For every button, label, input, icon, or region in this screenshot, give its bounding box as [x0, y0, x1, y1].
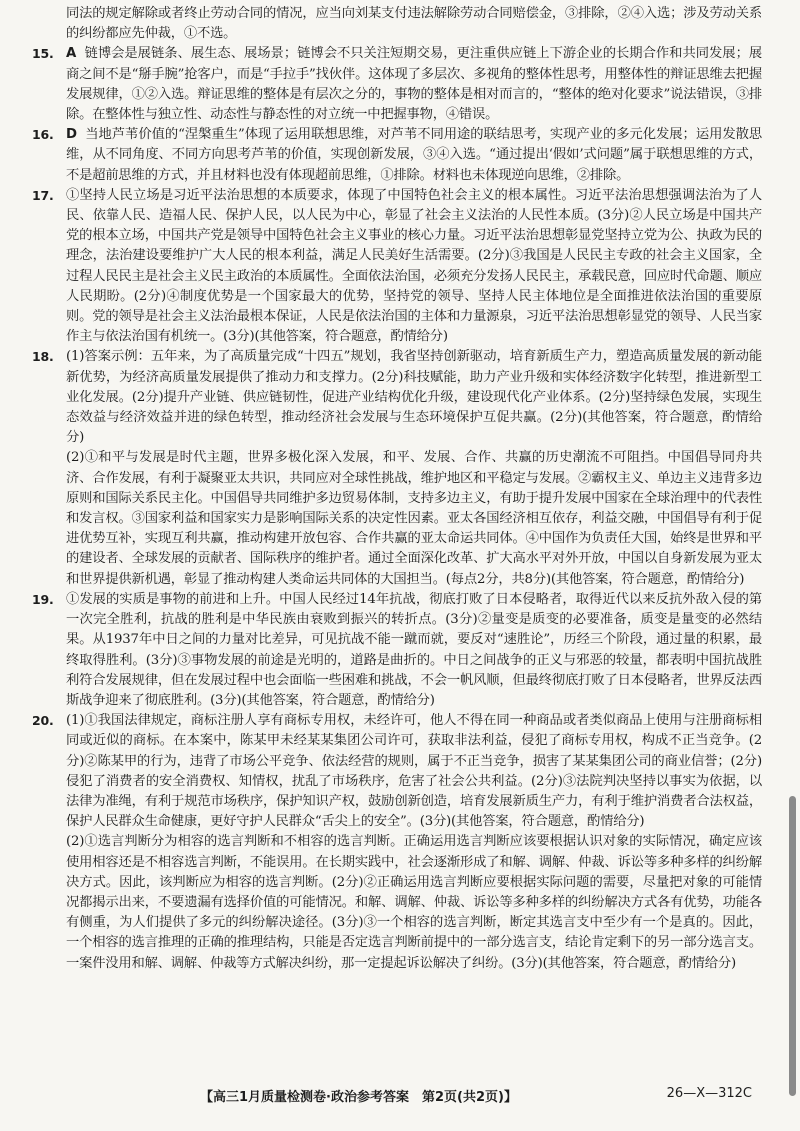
- answer-explanation: 当地芦苇价值的“涅槃重生”体现了运用联想思维，对芦苇不同用途的联结思考，实现产业的多元化发展；运用发散思维，从不同角度、不同方向思考芦苇的价值，实现创新发展，③④入选。“通过提出‘假如’式问题”属于联想思维的方式，不是超前思维的方式，并且材料也没有体现超前思维，①排除。材料也未体现逆向思维，②排除。: [66, 127, 762, 183]
- answer-part-1: (1)答案示例：五年来，为了高质量完成“十四五”规划，我省坚持创新驱动，培育新质生产力，塑造高质量发展的新动能新优势，为经济高质量发展提供了推动力和支撑力。(2分)科技赋能，助力产业升级和实体经济数字化转型，推进新型工业化发展。(2分)提升产业链、供应链韧性，促进产业结构优化升级，建设现代化产业体系。(2分)坚持绿色发展，实现生态效益与经济效益并进的绿色转型，推动经济社会发展与生态环境保护互促共赢。(2分)(其他答案，符合题意，酌情给分): [66, 349, 762, 446]
- question-15: [32, 44, 762, 125]
- question-number: 15.: [32, 46, 54, 62]
- question-number: 19.: [32, 591, 54, 607]
- answer-explanation: ①发展的实质是事物的前进和上升。中国人民经过14年抗战，彻底打败了日本侵略者，取得近代以来反抗外敌入侵的第一次完全胜利，抗战的胜利是中华民族由衰败到振兴的转折点。(3分)②量变是质变的必要准备，质变是量变的必然结果。从1937年中日之间的力量对比差异，可见抗战不能一蹴而就，要反对“速胜论”，历经三个阶段，通过量的积累，最终取得胜利。(3分)③事物发展的前途是光明的，道路是曲折的。中日之间战争的正义与邪恶的较量，都表明中国抗战胜利符合发展规律，但在发展过程中也会面临一些困难和挑战，不会一帆风顺，但最终彻底打败了日本侵略者，世界反法西斯战争迎来了彻底胜利。(3分)(其他答案，符合题意，酌情给分): [66, 591, 762, 708]
- question-18: [32, 347, 762, 589]
- question-20: [32, 711, 762, 974]
- answer-part-2: (2)①选言判断分为相容的选言判断和不相容的选言判断。正确运用选言判断应该要根据认识对象的实际情况，确定应该使用相容还是不相容选言判断，不能误用。在长期实践中，社会逐渐形成了和解、调解、仲裁、诉讼等多种多样的纠纷解决方式。因此，该判断应为相容的选言判断。(2分)②正确运用选言判断应要根据实际问题的需要，尽量把对象的可能情况都揭示出来，不要遗漏有选择价值的可能情况。和解、调解、仲裁、诉讼等多种多样的纠纷解决方式各有优势，功能各有侧重，为人们提供了多元的纠纷解决途径。(3分)③一个相容的选言判断，断定其选言支中至少有一个是真的。因此，一个相容的选言推理的正确的推理结构，只能是否定选言判断前提中的一部分选言支，结论肯定剩下的另一部分选言支。一案件没用和解、调解、仲裁等方式解决纠纷，那一定提起诉讼解决了纠纷。(3分)(其他答案，符合题意，酌情给分): [66, 834, 762, 971]
- page-footer: [0, 1086, 800, 1110]
- question-number: 18.: [32, 349, 54, 365]
- answer-explanation: ①坚持人民立场是习近平法治思想的本质要求，体现了中国特色社会主义的根本属性。习近平法治思想强调法治为了人民、依靠人民、造福人民、保护人民，以人民为中心，彰显了社会主义法治的人民性本质。(3分)②人民立场是中国共产党的根本立场，中国共产党是领导中国特色社会主义事业的核心力量。习近平法治思想彰显党坚持立党为公、执政为民的理念，法治建设要维护广大人民的根本利益，满足人民美好生活需要。(2分)③我国是人民民主专政的社会主义国家，全过程人民民主是社会主义民主政治的本质属性。全面依法治国，必须充分发扬人民民主，承载民意，回应时代命题、顺应人民期盼。(2分)④制度优势是一个国家最大的优势，坚持党的领导、坚持人民主体地位是全面推进依法治国的重要原则。党的领导是社会主义法治最根本保证，人民是依法治国的主体和力量源泉，习近平法治思想彰显党的领导、人民当家作主与依法治国有机统一。(3分)(其他答案，符合题意，酌情给分): [66, 187, 762, 345]
- question-number: 17.: [32, 187, 54, 203]
- question-number: 16.: [32, 127, 54, 143]
- question-16: [32, 125, 762, 186]
- intro-paragraph: 同法的规定解除或者终止劳动合同的情况，应当向刘某支付违法解除劳动合同赔偿金，③排除，②④入选；涉及劳动关系的纠纷都应先仲裁，①不选。: [66, 6, 762, 42]
- question-19: [32, 590, 762, 711]
- scrollbar-thumb[interactable]: [789, 796, 796, 1096]
- choice-answer: D: [66, 127, 77, 143]
- footer-code: 26—X—312C: [666, 1086, 752, 1101]
- answer-part-2: (2)①和平与发展是时代主题，世界多极化深入发展，和平、发展、合作、共赢的历史潮流不可阻挡。中国倡导同舟共济、合作发展，有利于凝聚亚太共识，共同应对全球性挑战，维护地区和平稳定与发展。②霸权主义、单边主义违背多边原则和国际关系民主化。中国倡导共同维护多边贸易体制，支持多边主义，有助于提升发展中国家在全球治理中的代表性和发言权。③国家利益和国家实力是影响国际关系的决定性因素。亚太各国经济相互依存，利益交融，中国倡导有利于促进优势互补，实现互利共赢，推动构建开放包容、合作共赢的亚太命运共同体。④中国作为负责任大国，始终是世界和平的建设者、全球发展的贡献者、国际秩序的维护者。通过全面深化改革、扩大高水平对外开放，中国以自身新发展为亚太和世界提供新机遇，彰显了推动构建人类命运共同体的大国担当。(每点2分，共8分)(其他答案，符合题意，酌情给分): [66, 450, 762, 587]
- answer-explanation: 链博会是展链条、展生态、展场景；链博会不只关注短期交易，更注重供应链上下游企业的长期合作和共同发展；展商之间不是“掰手腕”抢客户，而是“手拉手”找伙伴。这体现了多层次、多视角的整体性思考，用整体性的辩证思维去把握发展规律，①②入选。辩证思维的整体是有层次之分的，事物的整体是相对而言的，“整体的绝对化要求”说法错误，③排除。在整体性与独立性、动态性与静态性的对立统一中把握事物，④错误。: [66, 46, 762, 123]
- answer-part-1: (1)①我国法律规定，商标注册人享有商标专用权，未经许可，他人不得在同一种商品或者类似商品上使用与注册商标相同或近似的商标。在本案中，陈某甲未经某某集团公司许可，获取非法利益，侵犯了商标专用权，构成不正当竞争。(2分)②陈某甲的行为，违背了市场公平竞争、依法经营的规则，属于不正当竞争，损害了某某集团公司的商业信誉；(2分)侵犯了消费者的安全消费权、知情权，扰乱了市场秩序，危害了社会公共利益。(2分)③法院判决坚持以事实为依据，以法律为准绳，有利于规范市场秩序，保护知识产权，鼓励创新创造，培育发展新质生产力，有利于维护消费者合法权益，保护人民群众生命健康，更好守护人民群众“舌尖上的安全”。(3分)(其他答案，符合题意，酌情给分): [66, 713, 762, 830]
- answer-body: [32, 4, 762, 974]
- choice-answer: A: [66, 46, 77, 62]
- question-number: 20.: [32, 713, 54, 729]
- footer-title: 【高三1月质量检测卷·政治参考答案 第2页(共2页)】: [200, 1090, 517, 1105]
- question-17: [32, 186, 762, 348]
